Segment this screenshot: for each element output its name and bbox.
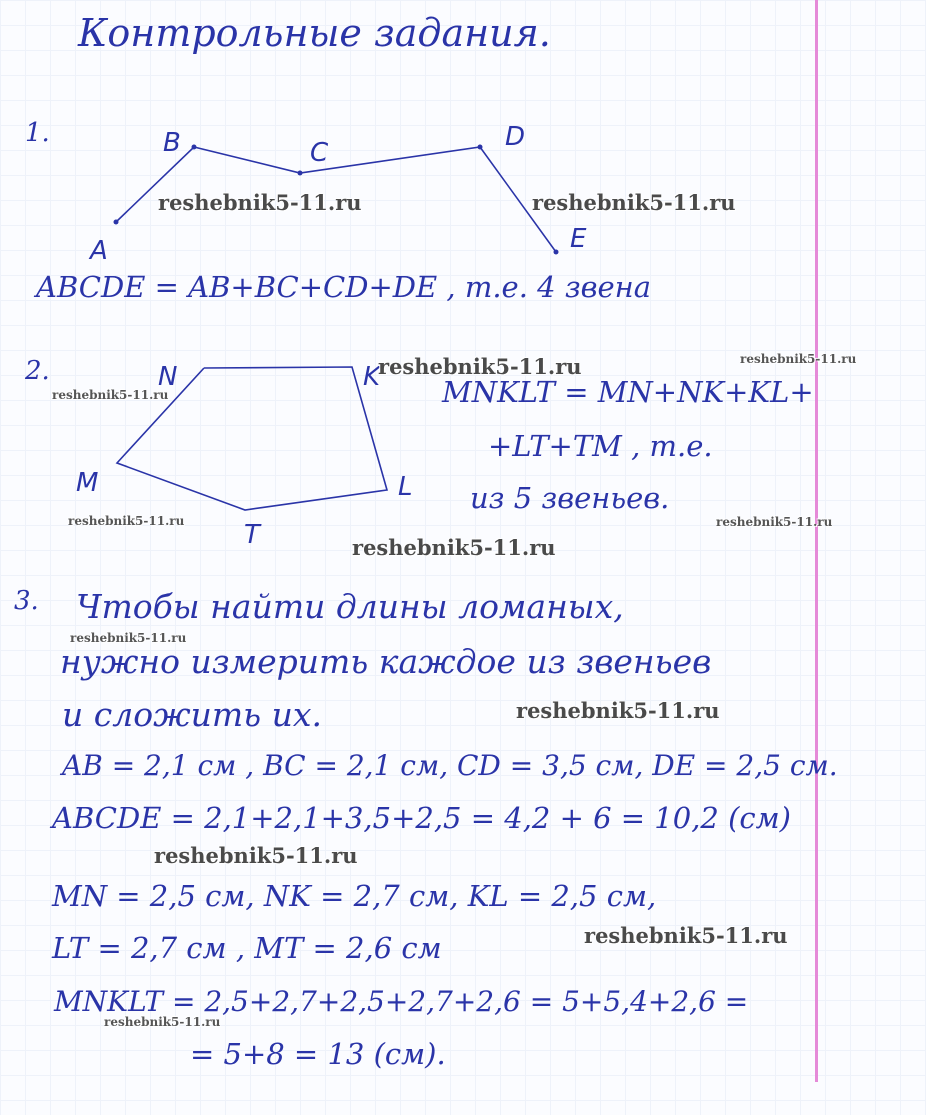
watermark: reshebnik5-11.ru [68,514,185,528]
task3-calc-line-3: MN = 2,5 см, NK = 2,7 см, KL = 2,5 см, [52,879,657,913]
point-label-b: B [163,128,181,158]
watermark: reshebnik5-11.ru [70,631,187,645]
point-label-a: A [90,236,108,266]
task3-calc-line-6: = 5+8 = 13 (см). [190,1037,446,1071]
page-title: Контрольные задания. [78,11,551,55]
watermark: reshebnik5-11.ru [584,923,788,948]
watermark: reshebnik5-11.ru [352,535,556,560]
task3-text-line-1: Чтобы найти длины ломаных, [76,587,624,626]
watermark: reshebnik5-11.ru [52,388,169,402]
watermark: reshebnik5-11.ru [104,1015,221,1029]
point-label-k: K [363,362,381,392]
watermark: reshebnik5-11.ru [158,190,362,215]
point-label-c: C [310,138,329,168]
task3-calc-line-5: MNKLT = 2,5+2,7+2,5+2,7+2,6 = 5+5,4+2,6 = [54,985,749,1018]
point-label-m: M [76,468,99,498]
task3-number: 3. [14,586,39,616]
task3-text-line-2: нужно измерить каждое из звеньев [60,642,712,681]
task2-answer-line-3: из 5 звеньев. [470,481,670,515]
task1-number: 1. [25,118,50,148]
watermark: reshebnik5-11.ru [378,354,582,379]
task3-calc-line-1: AB = 2,1 см , BC = 2,1 см, CD = 3,5 см, DE = 2,5 см. [62,749,838,782]
watermark: reshebnik5-11.ru [516,698,720,723]
task2-answer-line-1: MNKLT = MN+NK+KL+ [442,375,814,409]
task2-answer-line-2: +LT+TM , т.е. [488,429,713,463]
task2-number: 2. [25,356,50,386]
watermark: reshebnik5-11.ru [154,843,358,868]
task3-calc-line-4: LT = 2,7 см , MT = 2,6 см [52,931,442,965]
point-label-t: T [244,520,260,550]
task3-calc-line-2: ABCDE = 2,1+2,1+3,5+2,5 = 4,2 + 6 = 10,2 (см) [52,801,791,835]
watermark: reshebnik5-11.ru [716,515,833,529]
task1-answer: ABCDE = AB+BC+CD+DE , т.е. 4 звена [36,270,652,304]
point-label-e: E [570,224,587,254]
point-label-l: L [398,472,413,502]
point-label-d: D [505,122,526,152]
task3-text-line-3: и сложить их. [62,695,322,734]
watermark: reshebnik5-11.ru [532,190,736,215]
point-label-n: N [158,362,178,392]
watermark: reshebnik5-11.ru [740,352,857,366]
